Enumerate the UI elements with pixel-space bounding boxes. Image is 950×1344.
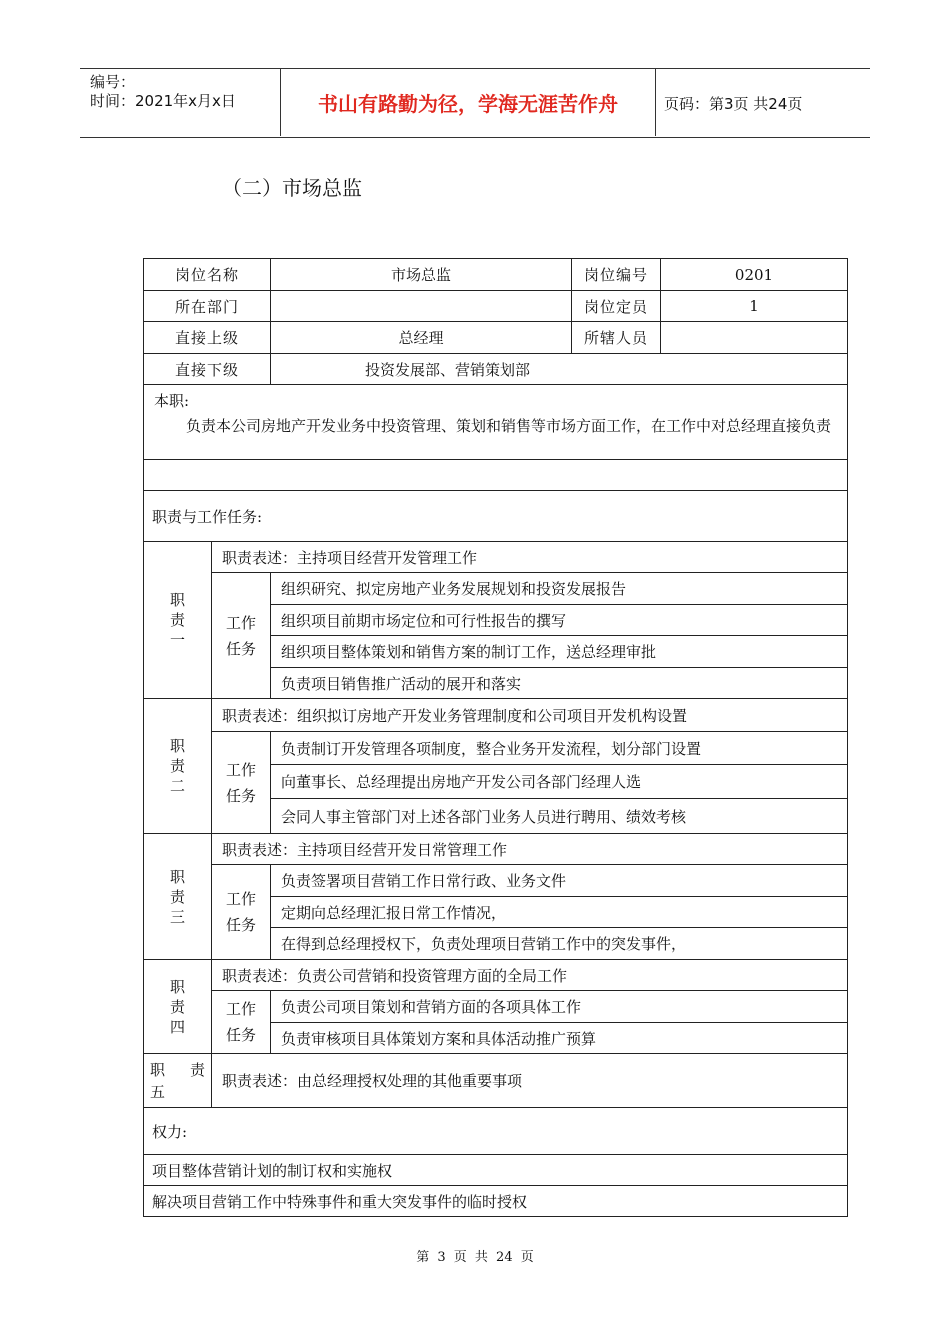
row-power-item [144,1186,848,1217]
page-footer: 第 3 页 共 24 页 [416,1250,534,1265]
duty-3-task-3: 在得到总经理授权下，负责处理项目营销工作中的突发事件， [271,928,848,960]
duty-1-task-4: 负责项目销售推广活动的展开和落实 [271,668,848,699]
duty-3-task-2: 定期向总经理汇报日常工作情况， [271,897,848,928]
duty-4-description: 职责表述：负责公司营销和投资管理方面的全局工作 [212,960,848,991]
subordinate-value: 投资发展部、营销策划部 [271,354,848,385]
post-code-label: 岗位编号 [572,259,661,291]
power-item-1: 项目整体营销计划的制订权和实施权 [144,1155,848,1186]
duty-1-task-2: 组织项目前期市场定位和可行性报告的撰写 [271,605,848,636]
duty-1-task-1: 组织研究、拟定房地产业务发展规划和投资发展报告 [271,573,848,605]
row-basic-duty [144,385,848,460]
row-duties-label [144,491,848,542]
duty-3-task-1: 负责签署项目营销工作日常行政、业务文件 [271,865,848,897]
row-superior [144,322,848,354]
duty-3-name: 职 责 三 [144,834,212,960]
header-motto: 书山有路勤为径，学海无涯苦作舟 [280,69,656,136]
row-post-name [144,259,848,291]
duty-3-desc-row [144,834,848,865]
duty-1-task-3: 组织项目整体策划和销售方案的制订工作，送总经理审批 [271,636,848,668]
dept-label: 所在部门 [144,291,271,322]
duty-3-task-label: 工作 任务 [212,865,271,960]
staff-value [661,322,848,354]
duty-3-description: 职责表述：主持项目经营开发日常管理工作 [212,834,848,865]
duty-1-name: 职 责 一 [144,542,212,699]
job-description-table [143,258,848,1217]
duty-2-task-label: 工作 任务 [212,732,271,834]
header-number: 编号： [90,73,136,91]
superior-value: 总经理 [271,322,572,354]
duty-2-task-3: 会同人事主管部门对上述各部门业务人员进行聘用、绩效考核 [271,799,848,834]
row-power-label [144,1108,848,1155]
duty-2-description: 职责表述：组织拟订房地产开发业务管理制度和公司项目开发机构设置 [212,699,848,732]
section-title: （二）市场总监 [222,176,362,200]
duty-2-task-1: 负责制订开发管理各项制度，整合业务开发流程，划分部门设置 [271,732,848,765]
power-item-2: 解决项目营销工作中特殊事件和重大突发事件的临时授权 [144,1186,848,1217]
duty-1-description: 职责表述：主持项目经营开发管理工作 [212,542,848,573]
duty-2-task-2: 向董事长、总经理提出房地产开发公司各部门经理人选 [271,765,848,799]
duty-1-task-label: 工作 任务 [212,573,271,699]
duty-4-task-label: 工作 任务 [212,991,271,1054]
header-page-number: 页码：第3页 共24页 [664,94,803,113]
header-date: 时间：2021年x月x日 [90,92,236,110]
basic-duty-label: 本职: [154,392,190,410]
power-label: 权力: [144,1108,848,1155]
subordinate-label: 直接下级 [144,354,271,385]
post-code-value: 0201 [661,259,848,291]
duty-5-name: 职 责 五 [144,1054,212,1108]
row-department [144,291,848,322]
duty-2-desc-row [144,699,848,732]
duty-4-name: 职 责 四 [144,960,212,1054]
duty-5-description: 职责表述：由总经理授权处理的其他重要事项 [212,1054,848,1108]
duty-2-name: 职 责 二 [144,699,212,834]
row-empty [144,460,848,491]
headcount-value: 1 [661,291,848,322]
dept-value [271,291,572,322]
post-name-value: 市场总监 [271,259,572,291]
duty-4-desc-row [144,960,848,991]
duty-1-task-row [144,573,848,605]
staff-label: 所辖人员 [572,322,661,354]
duty-5-row [144,1054,848,1108]
headcount-label: 岗位定员 [572,291,661,322]
post-name-label: 岗位名称 [144,259,271,291]
superior-label: 直接上级 [144,322,271,354]
duty-4-task-row [144,991,848,1023]
duty-2-task-row [144,732,848,765]
basic-duty-text: 负责本公司房地产开发业务中投资管理、策划和销售等市场方面工作，在工作中对总经理直接负责 [186,417,832,435]
header-meta [80,69,280,137]
duty-3-task-row [144,865,848,897]
duty-1-desc-row [144,542,848,573]
duties-label: 职责与工作任务: [144,491,848,542]
page-header [80,68,870,138]
row-power-item [144,1155,848,1186]
duty-4-task-1: 负责公司项目策划和营销方面的各项具体工作 [271,991,848,1023]
row-subordinate [144,354,848,385]
duty-4-task-2: 负责审核项目具体策划方案和具体活动推广预算 [271,1023,848,1054]
